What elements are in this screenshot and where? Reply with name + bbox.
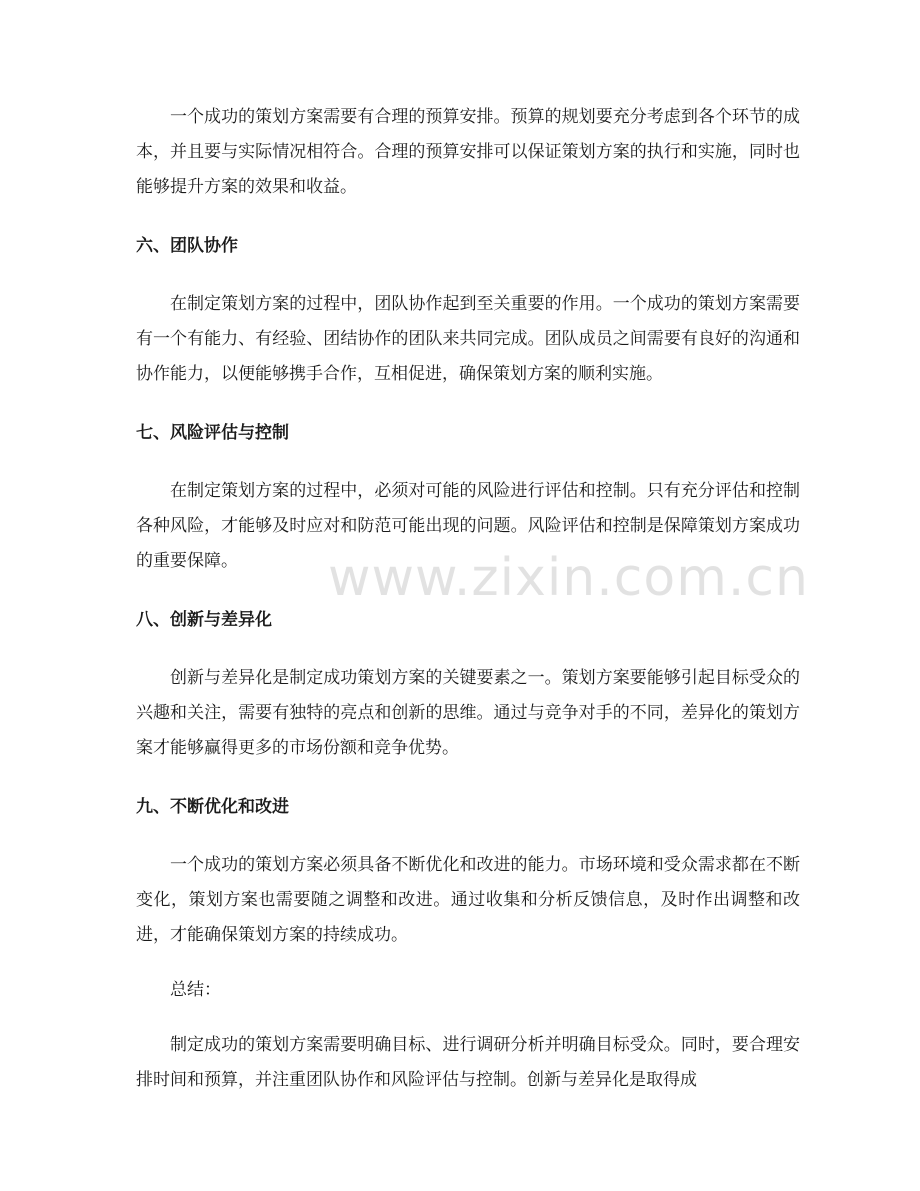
section-9-heading: 九、不断优化和改进 [136, 797, 289, 817]
section-6-heading: 六、团队协作 [136, 236, 238, 256]
section-8-heading: 八、创新与差异化 [136, 610, 272, 630]
section-7-body: 在制定策划方案的过程中，必须对可能的风险进行评估和控制。只有充分评估和控制各种风险，才能够及时应对和防范可能出现的问题。风险评估和控制是保障策划方案成功的重要保障。 [136, 481, 800, 571]
summary-body: 制定成功的策划方案需要明确目标、进行调研分析并明确目标受众。同时，要合理安排时间和预算，并注重团队协作和风险评估与控制。创新与差异化是取得成 [136, 1035, 800, 1090]
section-9-body: 一个成功的策划方案必须具备不断优化和改进的能力。市场环境和受众需求都在不断变化，策划方案也需要随之调整和改进。通过收集和分析反馈信息，及时作出调整和改进，才能确保策划方案的持续成功。 [136, 855, 800, 945]
watermark: www.zixin.com.cn [328, 548, 809, 608]
summary-label: 总结： [170, 980, 221, 1000]
budget-paragraph: 一个成功的策划方案需要有合理的预算安排。预算的规划要充分考虑到各个环节的成本，并且要与实际情况相符合。合理的预算安排可以保证策划方案的执行和实施，同时也能够提升方案的效果和收益。 [136, 107, 800, 197]
section-8-body: 创新与差异化是制定成功策划方案的关键要素之一。策划方案要能够引起目标受众的兴趣和关注，需要有独特的亮点和创新的思维。通过与竞争对手的不同，差异化的策划方案才能够赢得更多的市场份额和竞争优势。 [136, 668, 800, 758]
section-6-body: 在制定策划方案的过程中，团队协作起到至关重要的作用。一个成功的策划方案需要有一个有能力、有经验、团结协作的团队来共同完成。团队成员之间需要有良好的沟通和协作能力，以便能够携手合作，互相促进，确保策划方案的顺利实施。 [136, 294, 800, 384]
document-body [136, 100, 800, 1098]
section-7-heading: 七、风险评估与控制 [136, 423, 289, 443]
